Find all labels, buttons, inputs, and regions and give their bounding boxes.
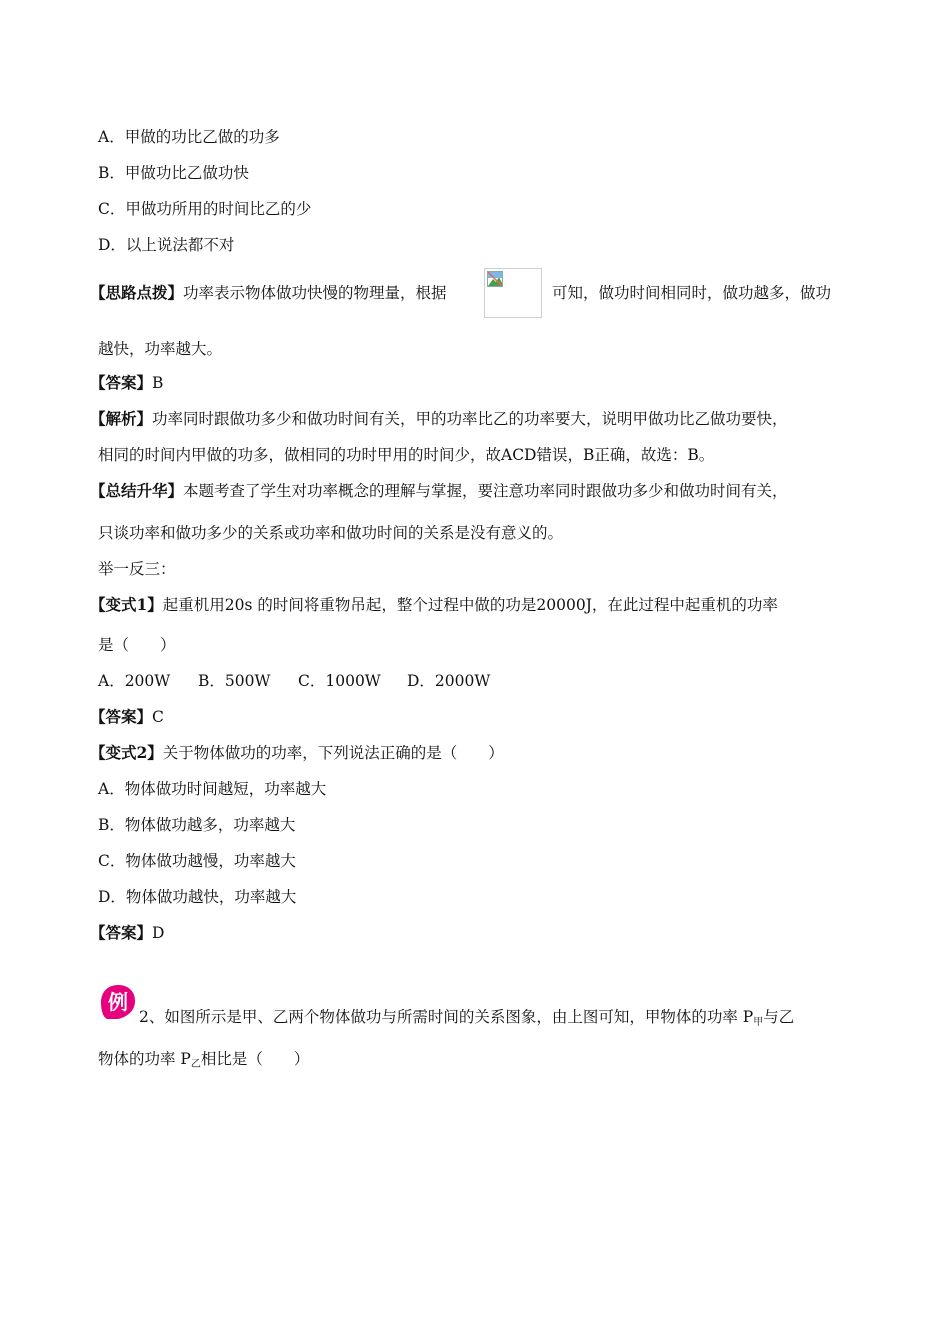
variant-1-label: 【变式1】 bbox=[90, 595, 163, 614]
variant-2-option-a: A．物体做功时间越短，功率越大 bbox=[98, 780, 327, 798]
variant-2-option-c: C．物体做功越慢，功率越大 bbox=[98, 852, 296, 870]
variant-2-option-b: B．物体做功越多，功率越大 bbox=[98, 816, 296, 834]
option-c: C．甲做功所用的时间比乙的少 bbox=[98, 200, 312, 218]
example-2-text-2a: 物体的功率 P bbox=[98, 1050, 191, 1068]
example-2-text-1b: 与乙 bbox=[763, 1008, 795, 1026]
answer-1-label: 【答案】 bbox=[90, 373, 153, 392]
summary-line-2: 只谈功率和做功多少的关系或功率和做功时间的关系是没有意义的。 bbox=[98, 524, 564, 542]
analysis-line-2: 相同的时间内甲做的功多，做相同的功时甲用的时间少，故ACD错误，B正确，故选：B。 bbox=[98, 446, 715, 464]
variant-1-option-b: B．500W bbox=[198, 672, 271, 690]
summary-line-1 bbox=[90, 480, 788, 502]
example-2-sub-yi: 乙 bbox=[190, 1059, 201, 1070]
summary-label: 【总结升华】 bbox=[90, 481, 184, 500]
example-2-line-1 bbox=[139, 1006, 794, 1034]
answer-2-label: 【答案】 bbox=[90, 707, 153, 726]
option-a: A．甲做的功比乙做的功多 bbox=[98, 128, 280, 146]
formula-image-placeholder bbox=[484, 268, 542, 318]
variant-1-option-c: C．1000W bbox=[298, 672, 381, 690]
answer-3-label: 【答案】 bbox=[90, 923, 153, 942]
answer-2-value: C bbox=[152, 708, 164, 726]
variant-1-option-a: A．200W bbox=[98, 672, 171, 690]
answer-1-value: B bbox=[152, 374, 164, 392]
extension-heading: 举一反三： bbox=[98, 560, 176, 578]
option-d: D．以上说法都不对 bbox=[98, 236, 235, 254]
hint-label: 【思路点拨】 bbox=[90, 283, 184, 302]
example-2-sub-jia: 甲 bbox=[753, 1017, 764, 1028]
example-badge-icon bbox=[99, 983, 137, 1021]
variant-1-line-2: 是（ ） bbox=[98, 636, 176, 654]
option-b: B．甲做功比乙做功快 bbox=[98, 164, 249, 182]
hint-text-after: 可知，做功时间相同时，做功越多，做功 bbox=[552, 284, 832, 302]
variant-2-line bbox=[90, 742, 504, 764]
variant-2-question: 关于物体做功的功率，下列说法正确的是（ ） bbox=[162, 744, 504, 762]
example-2-text-1a: 2、如图所示是甲、乙两个物体做功与所需时间的关系图象，由上图可知，甲物体的功率 P bbox=[139, 1008, 754, 1026]
example-2-text-2b: 相比是（ ） bbox=[200, 1050, 310, 1068]
hint-line-1 bbox=[90, 282, 447, 304]
variant-2-label: 【变式2】 bbox=[90, 743, 163, 762]
answer-3 bbox=[90, 922, 164, 944]
variant-1-line-1 bbox=[90, 594, 778, 616]
broken-image-icon bbox=[487, 271, 503, 287]
answer-3-value: D bbox=[152, 924, 165, 942]
hint-line-2: 越快，功率越大。 bbox=[98, 340, 223, 358]
variant-2-option-d: D．物体做功越快，功率越大 bbox=[98, 888, 297, 906]
example-2-line-2 bbox=[98, 1048, 309, 1076]
example-badge-text: 例 bbox=[108, 990, 128, 1014]
analysis-label: 【解析】 bbox=[90, 409, 153, 428]
summary-text-1: 本题考查了学生对功率概念的理解与掌握，要注意功率同时跟做功多少和做功时间有关， bbox=[183, 482, 788, 500]
answer-1 bbox=[90, 372, 163, 394]
analysis-line-1 bbox=[90, 408, 788, 430]
analysis-text-1: 功率同时跟做功多少和做功时间有关，甲的功率比乙的功率要大，说明甲做功比乙做功要快， bbox=[152, 410, 788, 428]
answer-2 bbox=[90, 706, 164, 728]
variant-1-text-1: 起重机用20s 的时间将重物吊起，整个过程中做的功是20000J，在此过程中起重机的功率 bbox=[162, 596, 778, 614]
hint-text-before: 功率表示物体做功快慢的物理量，根据 bbox=[183, 284, 447, 302]
variant-1-option-d: D．2000W bbox=[407, 672, 491, 690]
